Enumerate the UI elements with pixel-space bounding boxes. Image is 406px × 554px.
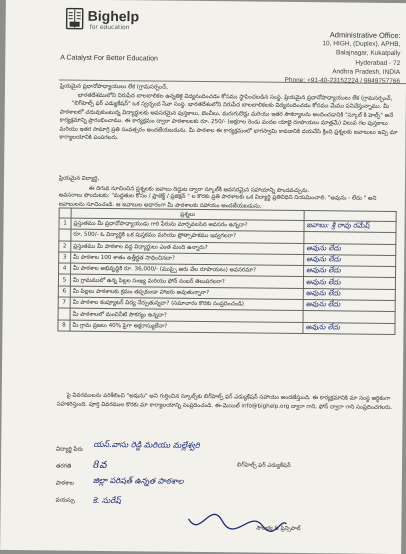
row-number: 1 [59,218,71,229]
question-text: ప్రస్తుతము మీ ప్రధానోపాధ్యాయుడు గారి పేరును మార్చవలసిన అవసరం ఉన్నదా? [71,218,304,232]
logo-name: Bighelp [87,7,140,25]
principal-signature-label: సౌలభ్య & ప్రిన్సిపాల్ [256,525,301,533]
question-text: ప్రస్తుతము మీ పాఠశాల వద్ద విద్యార్థులు ఎంత మంది ఉన్నారు? [71,241,304,255]
label-class: తరగతి [55,463,72,470]
organization-signature-label: బిగ్‌హెల్ప్ ఫర్ ఎడ్యుకేషన్ [236,462,291,469]
question-text: మీ పాఠశాల 100 శాతం ఉత్తీర్ణత సాధించినదా? [71,252,304,266]
handwritten-student-name: యస్.వాసు రెడ్డి మరియు మల్లేశ్వరి [93,439,200,450]
question-text: రూ. 500/- ఓ విద్యార్థికి ఒక పుస్తకము మరియు ప్రోత్సాహకము ఇవ్వగలరా? [71,229,304,243]
topics-line: అవసరాలు పొందుటకు: "మద్దతుల కోసం / ప్రాజెక్ట్ / ప్రజెక్షన్ " ల కొరకు ప్రతి పాఠశాలకు ఒక విద్యార్థి ప్రతినిధిని నియమించాలి. "అవును - లేదు " అని జవాబులను సూచించండి. ఆ జవాబుల ఆధారంగా మీ పాఠశాలకు సహాయం అందజేయబడును. [58,192,377,210]
question-text: మీ గ్రామములో ఉన్న పిల్లల సంఖ్య మరియు ఫోన్ నంబర్ తెలుపగలరా? [70,275,303,289]
closing-paragraph: పై వివరములను పరిశీలించి "అవును" అని గుర్తించిన స్కూల్స్‌కు బిగ్‌హెల్ప్ ఫర్ ఎడ్యుకేషన్ సహాయం అందజేస్తుంది. ఈ కార్యక్రమానికి మా సంస్థ ఆర్ధికంగా సహకరిస్తుంది. పూర్తి వివరముల కొరకు మా కార్యాలయాన్ని సంప్రదించండి. ఈ-మెయిల్ info@bighelp.org ద్వారా గాని, ఫోన్ ద్వారా గాని సంప్రదించగలరు. [56,392,393,411]
intro-line: ఈ దిగువ సూచించిన ప్రశ్నలకు జవాబు దిద్దుట ద్వారా స్కూల్‌కి అవసరమైన సహాయాన్ని పొందవచ్చును. [88,185,310,195]
logo-subtitle: for education [89,23,130,32]
table-row [58,320,395,335]
office-heading: Administrative Office: [329,30,401,41]
thanks-line: ప్రియమైన విద్యార్థి, [58,175,100,182]
handwritten-class: 8వ [92,459,107,471]
question-text: మీ పిల్లలు పాఠశాలకు క్రమం తప్పకుండా హాజరు అవుతున్నారా? [70,286,303,300]
label-age: వయస్సు [55,497,75,504]
answer-text: అవును లేదు [303,277,395,289]
answer-text [304,232,396,244]
answer-text: అవును లేదు [303,300,395,312]
office-line: Balajnagar, Kukatpally [335,49,401,58]
office-address [285,30,401,86]
answer-text: జవాబు: శ్రీ రావు రమేష్ [304,221,396,233]
questions-table [57,207,396,335]
office-phone: Phone: +91-40-23152224 / 9849757766 [284,76,401,86]
tagline: A Catalyst For Better Education [60,54,158,63]
row-number: 3 [59,252,71,263]
table-header-cell [59,208,71,218]
answer-text [303,311,395,323]
salutation: ప్రియమైన ప్రధానోపాధ్యాయులు లేక (గ్రామసర్పంచ్, [59,83,169,91]
greeting: భారతదేశములోని నిరుపేద బాలబాలికల ఉన్నతికై విద్యనందించడం కోసము స్థాపించబడిన సంస్థ. ప్రియమైన ప్రధానోపాధ్యాయులు లేక (గ్రామసర్పంచ్, [77,92,393,102]
row-number: 5 [58,274,70,285]
book-icon [66,8,84,30]
question-text: మీ పాఠశాల కంప్యూటర్ విద్య నేర్పుతున్నదా? (సమాచారం కొరకు సంప్రదించండి) [70,297,303,311]
answer-text: అవును లేదు [304,254,396,266]
row-number: 7 [58,297,70,308]
label-student-name: విద్యార్థి పేరు [56,446,83,453]
letter-body: "బిగ్‌హెల్ప్ ఫర్ ఎడ్యుకేషన్" ఒక స్వచ్ఛంద సేవా సంస్థ. భారతదేశంలోని నిరుపేద బాలబాలికలకు విద్యనందించడం కోసము మేము పనిచేస్తున్నాము. మీ పాఠశాలలో చదువుకుంటున్న విద్యార్థులకు అవసరమైన పుస్తకాలు, బెంచీలు, మరుగుదొడ్లు మరియు ఇతర సౌకర్యాలను అందించడానికి "స్కూల్ కి హెల్ప్" అనే కార్యక్రమాన్ని ప్రారంభించాము. ఈ కార్యక్రమం ద్వారా పాఠశాలలకు రూ. 250/- (అక్షరాల రెండు వందల యాభై రూపాయలు మాత్రమే) విలువ గల పుస్తకాలు మరియు ఇతర సామాగ్రి ప్రతి సంవత్సరం అందజేయబడును. మీ పాఠశాల ఈ కార్యక్రమంలో భాగస్వామి కావడానికి దయచేసి క్రింది ప్రశ్నలకు జవాబులు ఇచ్చి మా కార్యాలయానికి పంపగలరు. [59,100,398,142]
table-header-cell: ప్రశ్నలు [71,208,304,220]
question-text: మీ గ్రామ ప్రజలు 40% పైగా అక్షరాస్యులేనా? [70,320,303,334]
row-number: 4 [59,263,71,274]
answer-text: అవును లేదు [303,266,395,278]
office-line: 10, HIGH, (Duplex), APHB, [322,40,401,49]
handwritten-signature [180,499,290,540]
handwritten-school: జిల్లా పరిషత్ ఉన్నత పాఠశాల [92,475,184,486]
label-school: పాఠశాల [55,480,74,487]
answer-text: అవును లేదు [303,322,395,334]
question-text: మీ పాఠశాలలో మంచినీటి సౌకర్యం ఉన్నదా? [70,308,303,322]
row-number: 2 [59,241,71,252]
handwritten-age: కె. సురేష్ [92,495,121,506]
office-line: Hyderabad - 72 [355,59,401,67]
answer-text: అవును లేదు [304,243,396,255]
answer-text: అవును లేదు [303,288,395,300]
office-line: Andhra Pradesh, INDIA [332,68,401,76]
row-number [59,229,71,240]
row-number [58,308,70,319]
question-text: మీ పాఠశాల అభివృద్ధికి రూ. 36,000/- (ముప్పై ఆరు వేల రూపాయలు) అవసరమా? [71,263,304,277]
row-number: 6 [58,286,70,297]
row-number: 8 [58,320,70,331]
